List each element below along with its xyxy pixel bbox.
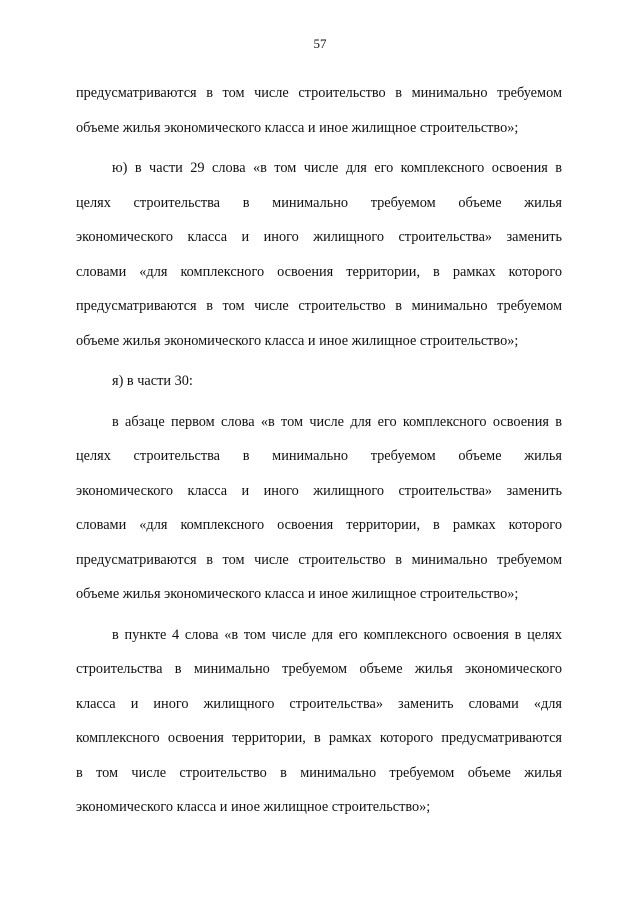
text-line: в пункте 4 слова «в том числе для его комплексного освоения в целях <box>112 626 562 643</box>
text-line: ю) в части 29 слова «в том числе для его комплексного освоения в <box>112 160 562 176</box>
text-line: словами «для комплексного освоения территории, в рамках которого <box>76 263 562 280</box>
text-line: экономического класса и иного жилищного строительства» заменить <box>76 229 562 245</box>
text-line: экономического класса и иное жилищное строительство»; <box>76 799 431 815</box>
paragraph <box>76 76 562 145</box>
text-line: комплексного освоения территории, в рамках которого предусматриваются <box>76 730 562 746</box>
text-line: объеме жилья экономического класса и иное жилищное строительство»; <box>76 119 519 136</box>
text-line: я) в части 30: <box>112 373 193 389</box>
text-line: предусматриваются в том числе строительство в минимально требуемом <box>76 85 562 101</box>
text-line: экономического класса и иного жилищного строительства» заменить <box>76 482 562 499</box>
text-line: объеме жилья экономического класса и иное жилищное строительство»; <box>76 586 519 602</box>
text-line: класса и иного жилищного строительства» заменить словами «для <box>76 695 562 712</box>
text-line: в абзаце первом слова «в том числе для его комплексного освоения в <box>112 413 562 430</box>
text-line: словами «для комплексного освоения территории, в рамках которого <box>76 517 562 533</box>
paragraph <box>76 364 562 399</box>
paragraph <box>76 618 562 825</box>
page-number: 57 <box>313 36 327 51</box>
paragraph <box>76 151 562 358</box>
paragraph <box>76 405 562 612</box>
text-line: объеме жилья экономического класса и иное жилищное строительство»; <box>76 332 519 349</box>
document-body <box>76 76 562 825</box>
text-line: строительства в минимально требуемом объеме жилья экономического <box>76 661 562 677</box>
text-line: предусматриваются в том числе строительство в минимально требуемом <box>76 298 562 314</box>
text-line: в том числе строительство в минимально требуемом объеме жилья <box>76 764 562 781</box>
text-line: целях строительства в минимально требуемом объеме жилья <box>76 194 562 211</box>
text-line: предусматриваются в том числе строительство в минимально требуемом <box>76 551 562 568</box>
text-line: целях строительства в минимально требуемом объеме жилья <box>76 448 562 464</box>
